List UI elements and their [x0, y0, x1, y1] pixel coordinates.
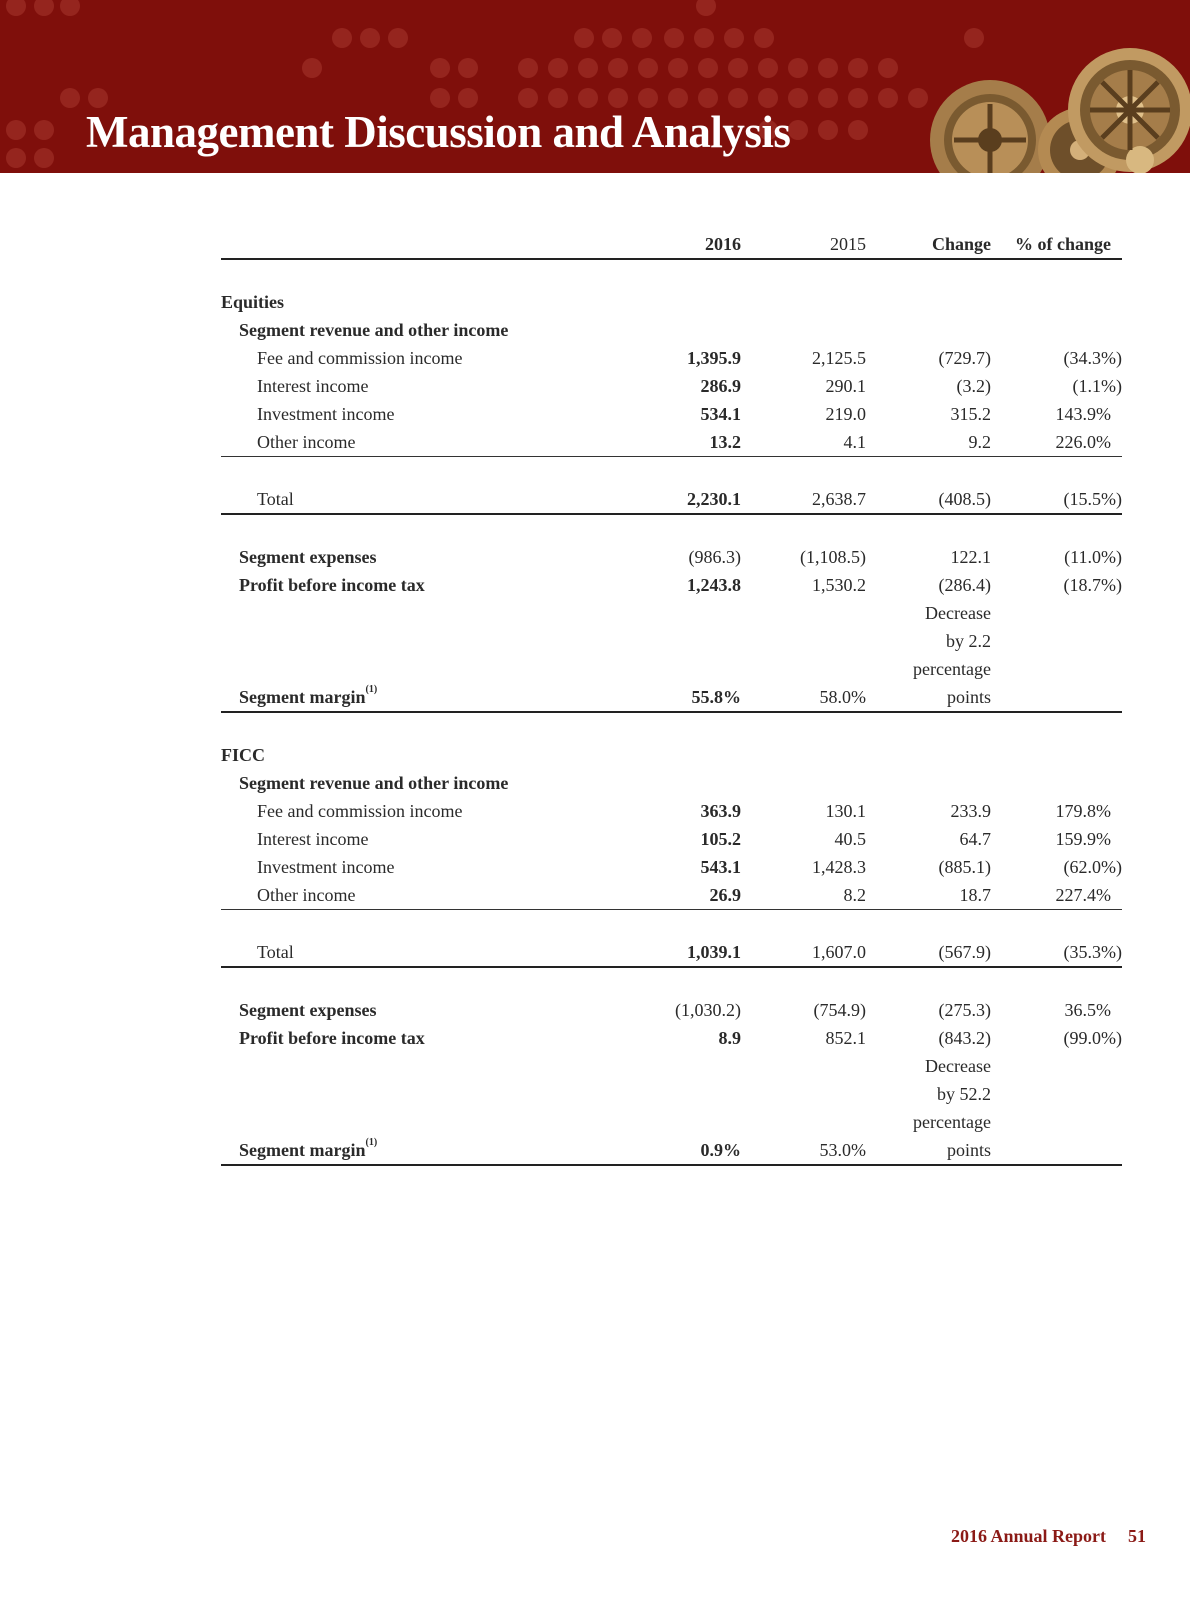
value-2015: 58.0%	[741, 683, 866, 712]
margin-change-line: points	[866, 1136, 997, 1165]
footnote-marker: (1)	[365, 1137, 378, 1148]
value-pct: (18.7%)	[1063, 575, 1122, 595]
table-row	[221, 428, 1122, 457]
value-pct: 226.0%	[997, 428, 1122, 457]
value-pct: 227.4%	[997, 881, 1122, 910]
value-2016: 8.9	[718, 1028, 741, 1048]
value-2015: 130.1	[825, 801, 866, 821]
value-2016: 534.1	[700, 404, 741, 424]
value-2016: 1,039.1	[621, 938, 741, 967]
row-label	[221, 1136, 621, 1165]
value-2015: 1,530.2	[812, 575, 866, 595]
value-change: (729.7)	[938, 348, 991, 368]
value-pct: 36.5%	[1064, 1000, 1111, 1020]
total-row	[221, 938, 1122, 967]
value-change: (286.4)	[938, 575, 991, 595]
row-label: Segment expenses	[239, 547, 377, 567]
section-title: FICC	[221, 745, 265, 765]
value-2015: 1,607.0	[741, 938, 866, 967]
header-empty-cell	[221, 230, 621, 259]
value-2015: (754.9)	[813, 1000, 866, 1020]
footnote-marker: (1)	[365, 684, 378, 695]
table-header-row	[221, 230, 1122, 259]
margin-change-line: by 2.2	[946, 631, 991, 651]
gears-illustration	[930, 48, 1190, 173]
value-pct: (1.1%)	[1072, 376, 1122, 396]
margin-change-line: Decrease	[925, 603, 991, 623]
value-change: 233.9	[950, 801, 991, 821]
value-pct: (99.0%)	[1063, 1028, 1122, 1048]
value-2016: 55.8%	[621, 683, 741, 712]
value-2016: 286.9	[700, 376, 741, 396]
profit-row	[221, 1024, 1122, 1052]
table-row	[221, 797, 1122, 825]
value-2016: 543.1	[700, 857, 741, 877]
value-2016: 13.2	[621, 428, 741, 457]
value-2015: 4.1	[741, 428, 866, 457]
value-2015: 53.0%	[741, 1136, 866, 1165]
financial-table	[221, 230, 1122, 1166]
value-change: 64.7	[959, 829, 991, 849]
value-2016: 1,395.9	[687, 348, 741, 368]
table-row	[221, 344, 1122, 372]
profit-row	[221, 571, 1122, 599]
page-title: Management Discussion and Analysis	[86, 107, 791, 157]
subheading-row	[221, 316, 1122, 344]
value-2015: 2,638.7	[741, 485, 866, 514]
margin-change-line: Decrease	[925, 1056, 991, 1076]
header-banner	[0, 0, 1190, 173]
col-header-2015: 2015	[741, 230, 866, 259]
table-row	[221, 400, 1122, 428]
margin-label: Segment margin	[239, 687, 366, 707]
row-label: Interest income	[257, 829, 369, 849]
value-2015: 40.5	[834, 829, 866, 849]
value-2016: 0.9%	[621, 1136, 741, 1165]
row-label: Investment income	[257, 404, 395, 424]
row-label: Total	[221, 938, 621, 967]
row-label: Fee and commission income	[257, 801, 463, 821]
value-change: (567.9)	[866, 938, 997, 967]
value-pct: 179.8%	[1055, 801, 1111, 821]
value-2015: 8.2	[741, 881, 866, 910]
margin-change-line: percentage	[913, 659, 991, 679]
col-header-2016: 2016	[621, 230, 741, 259]
expenses-row	[221, 543, 1122, 571]
report-title: 2016 Annual Report	[950, 1526, 1106, 1546]
margin-change-line: percentage	[913, 1112, 991, 1132]
value-change: 122.1	[950, 547, 991, 567]
value-change: 18.7	[866, 881, 997, 910]
value-change: (3.2)	[956, 376, 991, 396]
value-change: (408.5)	[866, 485, 997, 514]
value-2016: 2,230.1	[621, 485, 741, 514]
margin-change-line: points	[866, 683, 997, 712]
subheading-row	[221, 769, 1122, 797]
value-2016: 363.9	[700, 801, 741, 821]
value-2015: 852.1	[825, 1028, 866, 1048]
section-row-ficc	[221, 741, 1122, 769]
table-row	[221, 853, 1122, 881]
page-footer	[951, 1526, 1146, 1547]
section-title: Equities	[221, 292, 285, 312]
total-row	[221, 485, 1122, 514]
value-pct: (34.3%)	[1063, 348, 1122, 368]
table-row	[221, 372, 1122, 400]
row-label: Fee and commission income	[257, 348, 463, 368]
value-pct: (11.0%)	[1064, 547, 1122, 567]
row-label: Interest income	[257, 376, 369, 396]
revenue-heading: Segment revenue and other income	[239, 773, 509, 793]
row-label: Other income	[221, 428, 621, 457]
col-header-pct-change: % of change	[997, 230, 1122, 259]
value-change: (843.2)	[938, 1028, 991, 1048]
col-header-change: Change	[866, 230, 997, 259]
value-change: (885.1)	[938, 857, 991, 877]
value-2016: 105.2	[700, 829, 741, 849]
page-number: 51	[1128, 1526, 1146, 1546]
value-pct: (15.5%)	[997, 485, 1122, 514]
row-label	[221, 683, 621, 712]
value-change: 9.2	[866, 428, 997, 457]
value-change: (275.3)	[938, 1000, 991, 1020]
margin-change-line: by 52.2	[937, 1084, 991, 1104]
row-label: Other income	[221, 881, 621, 910]
margin-row	[221, 1136, 1122, 1165]
value-2016: (986.3)	[688, 547, 741, 567]
row-label: Profit before income tax	[239, 575, 425, 595]
value-2015: 290.1	[825, 376, 866, 396]
row-label: Investment income	[257, 857, 395, 877]
value-pct: 143.9%	[1055, 404, 1111, 424]
value-change: 315.2	[950, 404, 991, 424]
margin-label: Segment margin	[239, 1140, 366, 1160]
expenses-row	[221, 996, 1122, 1024]
row-label: Total	[221, 485, 621, 514]
table-row	[221, 825, 1122, 853]
section-row-equities	[221, 288, 1122, 316]
row-label: Profit before income tax	[239, 1028, 425, 1048]
value-pct: 159.9%	[1055, 829, 1111, 849]
value-2015: (1,108.5)	[800, 547, 866, 567]
value-2015: 1,428.3	[812, 857, 866, 877]
value-pct: (35.3%)	[997, 938, 1122, 967]
margin-row	[221, 683, 1122, 712]
value-2015: 2,125.5	[812, 348, 866, 368]
row-label: Segment expenses	[239, 1000, 377, 1020]
value-2016: (1,030.2)	[675, 1000, 741, 1020]
revenue-heading: Segment revenue and other income	[239, 320, 509, 340]
value-2016: 1,243.8	[687, 575, 741, 595]
table-row	[221, 881, 1122, 910]
value-pct: (62.0%)	[1063, 857, 1122, 877]
value-2016: 26.9	[621, 881, 741, 910]
value-2015: 219.0	[825, 404, 866, 424]
